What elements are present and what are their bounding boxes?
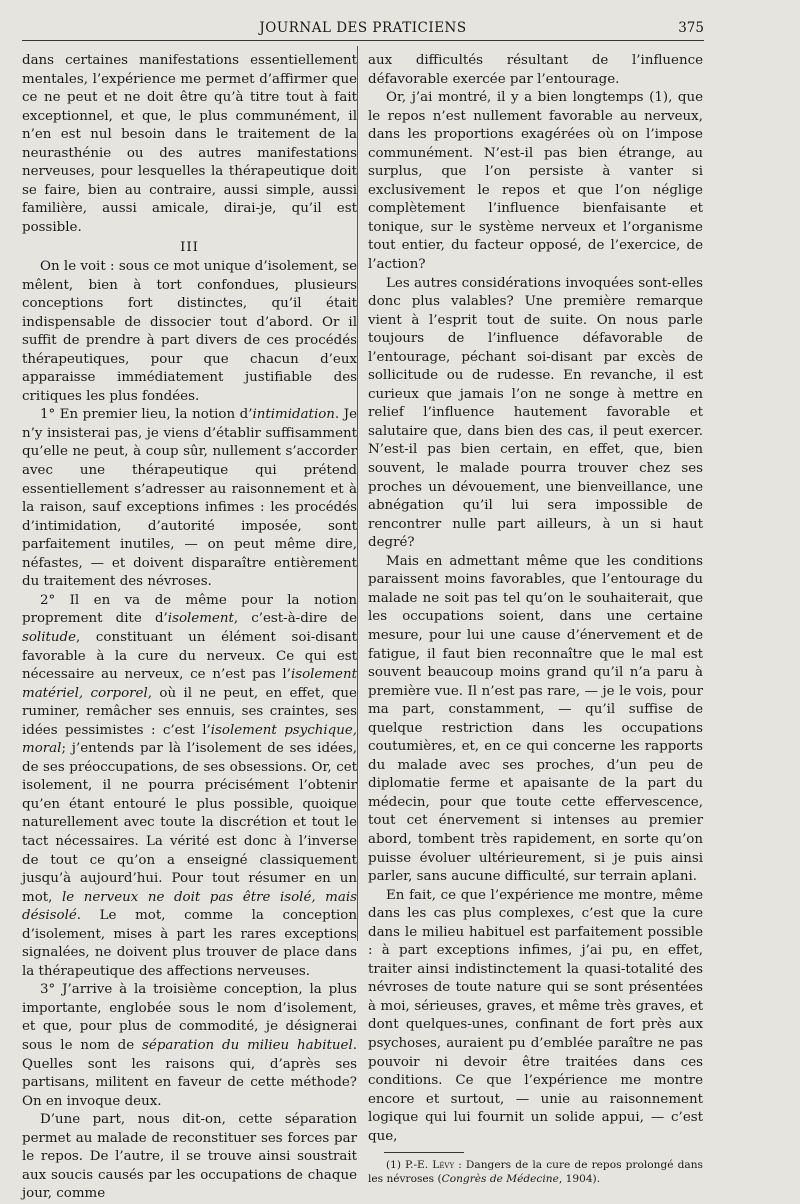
paragraph: dans certaines manifestations essentiellement mentales, l’expérience me permet d’affirmer que ce ne peut et ne doit être qu’à titre tout à fait exceptionnel, et que, le plus communément, il n’en est nul besoin dans le traitement de la neurasthénie ou des autres manifestations nerveuses, pour lesquelles la thérapeutique doit se faire, bien au contraire, aussi simple, aussi familière, aussi amicale, dirai-je, qu’il est possible. [22, 53, 357, 235]
emphasis: le nerveux ne doit pas être isolé, mais désisolé [22, 889, 358, 924]
running-title: JOURNAL DES PRATICIENS [259, 20, 467, 36]
paragraph: On le voit : sous ce mot unique d’isolement, se mêlent, bien à tort confondues, plusieurs conceptions fort distinctes, qu’il était indispensable de dissocier tout d’abord. Or il suffit de prendre à part divers de ces procédés thérapeutiques, pour que chacun d’eux apparaisse immédiatement justifiable des critiques les plus fondées. [22, 259, 357, 404]
text-run: ; j’entends par là l’isolement de ses idées, de ses préoccupations, de ses obsessions. Or, cet isolement, il ne pourra précisément l’obtenir qu’en étant entouré le plus possible, quoique naturellement avec toute la discrétion et tout le tact nécessaires. La vérité est donc à l’inverse de tout ce qu’on a enseigné classiquement jusqu’à aujourd’hui. Pour tout résumer en un mot, [22, 741, 357, 905]
running-header [22, 18, 704, 41]
text-run: . Je n’y insisterai pas, je viens d’établir suffisamment qu’elle ne peut, à coup sûr, nullement s’accorder avec une thérapeutique qui prétend essentiellement s’adresser au raisonnement et à la raison, sauf exceptions infimes : les procédés d’intimidation, d’autorité imposée, sont parfaitement inutiles, — on peut même dire, néfastes, — et doivent disparaître entièrement du traitement des névroses. [22, 407, 357, 590]
emphasis: séparation du milieu habituel [142, 1037, 353, 1053]
text-run: : Dangers de la cure de repos prolongé dans les névroses ( [368, 1159, 703, 1186]
paragraph [22, 592, 357, 981]
text-run: , où il ne peut, en effet, que ruminer, remâcher ses ennuis, ses craintes, ses idées pessimistes : c’est l’ [22, 685, 357, 738]
right-column [368, 52, 703, 1186]
text-run: 2° Il en va de même pour la notion proprement dite d’ [22, 592, 357, 627]
paragraph: Mais en admettant même que les conditions paraissent moins favorables, que l’entourage du malade ne soit pas tel qu’on le souhaiterait, que les occupations soient, dans une certaine mesure, pour lui une cause d’énervement et de fatigue, il faut bien reconnaître que le mal est souvent beaucoup moins grand qu’il n’a paru à première vue. Il n’est pas rare, — je le vois, pour ma part, constamment, — qu’il suffise de quelque restriction dans les occupations coutumières, et, en ce qui concerne les rapports du malade avec ses proches, d’un peu de diplomatie ferme et apaisante de la part du médecin, pour que toute cette effervescence, tout cet énervement si intenses au premier abord, tombent très rapidement, en sorte qu’on puisse évoluer ultérieurement, si je puis ainsi parler, sans aucune difficulté, sur terrain aplani. [368, 553, 703, 885]
paragraph [22, 981, 357, 1111]
text-run: , c’est-à-dire de [233, 611, 357, 627]
paragraph: D’une part, nous dit-on, cette séparation permet au malade de reconstituer ses forces par le repos. De l’autre, il se trouve ainsi soustrait aux soucis causés par les occupations de chaque jour, comme [22, 1112, 357, 1202]
text-run: 1° En premier lieu, la notion d’ [40, 407, 253, 423]
footnote-rule [384, 1152, 464, 1153]
page-number: 375 [678, 20, 704, 36]
paragraph: Or, j’ai montré, il y a bien longtemps (1), que le repos n’est nullement favorable au nerveux, dans les proportions exagérées où on l’impose communément. N’est-il pas bien étrange, au surplus, que l’on persiste à vanter si exclusivement le repos et que l’on néglige complètement l’influence bienfaisante et tonique, sur le système nerveux et l’organisme tout entier, du facteur opposé, de l’exercice, de l’action? [368, 90, 703, 273]
paragraph: aux difficultés résultant de l’influence défavorable exercée par l’entourage. [368, 53, 703, 87]
paragraph: En fait, ce que l’expérience me montre, même dans les cas plus complexes, c’est que la cure dans le milieu habituel est parfaitement possible : à part exceptions infimes, j’ai pu, en effet, traiter ainsi indistinctement la quasi-totalité des névroses de toute nature qui se sont présentées à moi, sérieuses, graves, et même très graves, et dont quelques-unes, confinant de fort près aux psychoses, auraient pu d’emblée paraître ne pas pouvoir ni devoir être traitées dans ces conditions. Ce que l’expérience me montre encore et surtout, — unie au raisonnement logique qui lui fournit un solide appui, — c’est que, [368, 887, 703, 1144]
text-run: (1) P.-E. [386, 1159, 433, 1172]
paragraph [22, 406, 357, 591]
text-run: , constituant un élément soi-disant favorable à la cure du nerveux. Ce qui est nécessaire au nerveux, ce n’est pas l’ [22, 629, 357, 683]
paragraph: Les autres considérations invoquées sont-elles donc plus valables? Une première remarque vient à l’esprit tout de suite. On nous parle toujours de l’influence défavorable de l’entourage, péchant soi-disant par excès de sollicitude ou de rudesse. En revanche, il est curieux que jamais l’on ne songe à mettre en relief l’influence hautement favorable et salutaire que, dans bien des cas, il peut exercer. N’est-il pas bien certain, en effet, que, bien souvent, le malade pourra trouver chez ses proches un dévouement, une bienveillance, une abnégation qu’il lui sera impossible de rencontrer nulle part ailleurs, à un si haut degré? [368, 275, 703, 551]
text-run: . Quelles sont les raisons qui, d’après ses partisans, militent en faveur de cette méthode? On en invoque deux. [22, 1037, 358, 1109]
emphasis: intimidation [252, 407, 335, 423]
emphasis: isolement matériel, corporel [22, 667, 357, 701]
text-run: , 1904). [558, 1173, 601, 1186]
section-heading: III [180, 240, 199, 256]
column-divider [357, 46, 358, 941]
emphasis: Congrès de Médecine [441, 1173, 559, 1186]
text-run: 3° J’arrive à la troisième conception, la plus importante, englobée sous le nom d’isolement, et que, pour plus de commodité, je désignerai sous le nom de [22, 982, 357, 1053]
emphasis: isolement psychique, moral [22, 722, 357, 757]
footnote-author: Lévy [432, 1159, 455, 1172]
left-column [22, 52, 357, 1204]
emphasis: solitude [22, 629, 77, 645]
footnote [368, 1158, 703, 1186]
text-run: . Le mot, comme la conception d’isolement, mises à part les rares exceptions signalées, ne doivent plus trouver de place dans la thérapeutique des affections nerveuses. [22, 908, 357, 979]
emphasis: isolement [167, 611, 234, 627]
